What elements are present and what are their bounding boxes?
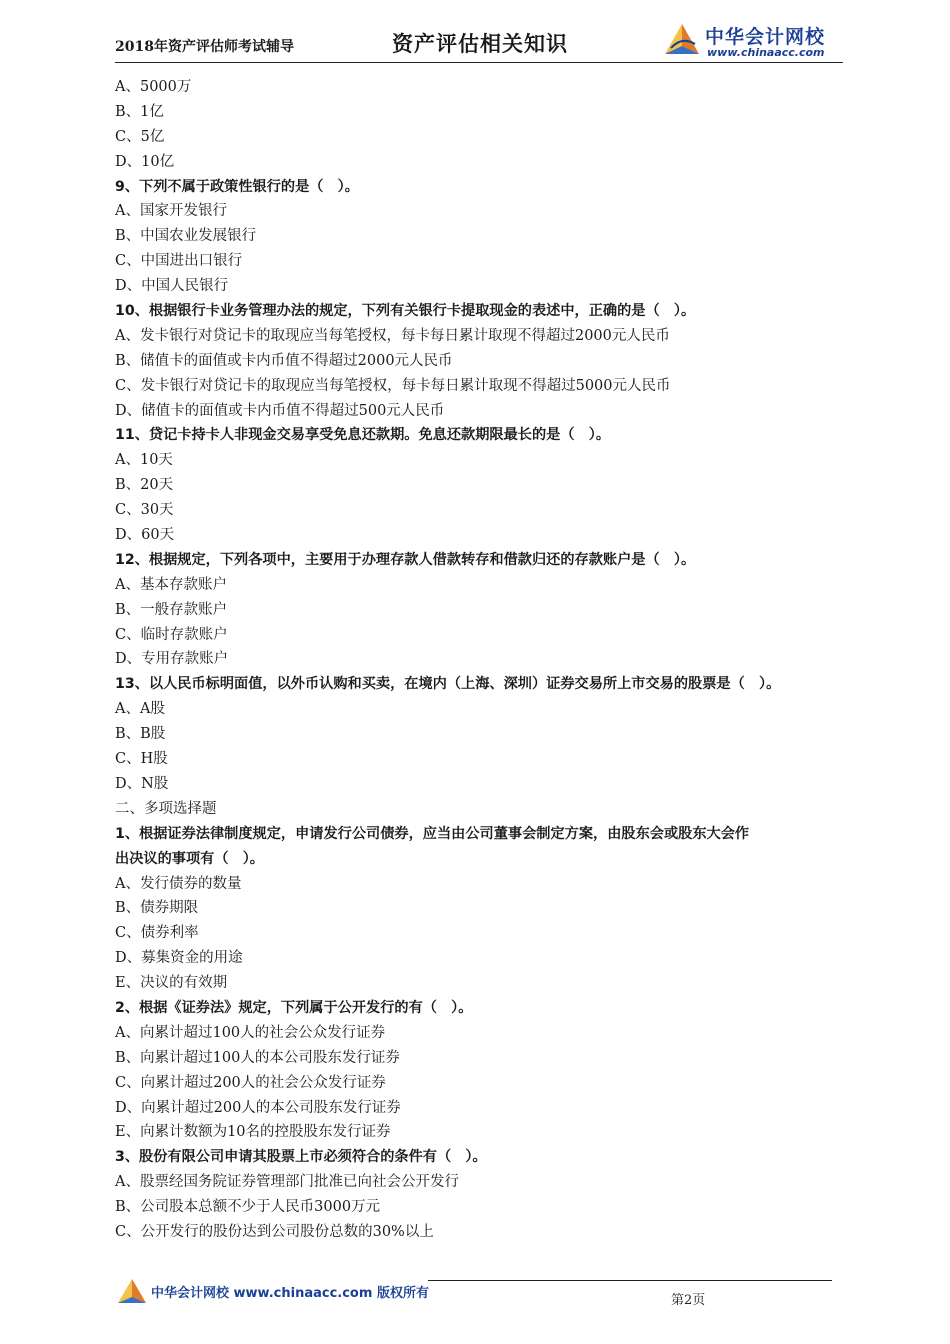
page-footer bbox=[115, 1268, 843, 1318]
option-text: D、专用存款账户 bbox=[115, 651, 229, 668]
option-text: D、中国人民银行 bbox=[115, 278, 229, 295]
option-text: C、H股 bbox=[115, 751, 168, 768]
logo-name: 中华会计网校 bbox=[705, 26, 826, 48]
footer-copyright: 中华会计网校 www.chinaacc.com 版权所有 bbox=[151, 1286, 429, 1301]
option-text: C、向累计超过200人的社会公众发行证券 bbox=[115, 1074, 386, 1091]
header-title: 资产评估相关知识 bbox=[392, 32, 568, 56]
option-text: C、中国进出口银行 bbox=[115, 253, 243, 270]
question-text: 9、下列不属于政策性银行的是（ ）。 bbox=[115, 178, 359, 195]
option-text: A、国家开发银行 bbox=[115, 203, 227, 220]
question-text: 出决议的事项有（ ）。 bbox=[115, 850, 264, 867]
option-text: D、60天 bbox=[115, 527, 175, 544]
option-text: A、向累计超过100人的社会公众发行证券 bbox=[115, 1024, 386, 1041]
option-text: C、发卡银行对贷记卡的取现应当每笔授权，每卡每日累计取现不得超过5000元人民币 bbox=[115, 377, 671, 394]
footer-logo-icon bbox=[117, 1278, 147, 1304]
option-text: B、20天 bbox=[115, 477, 174, 494]
option-text: D、储值卡的面值或卡内币值不得超过500元人民币 bbox=[115, 402, 445, 419]
footer-divider bbox=[428, 1280, 832, 1281]
option-text: C、临时存款账户 bbox=[115, 626, 228, 643]
option-text: C、5亿 bbox=[115, 128, 165, 145]
option-text: D、募集资金的用途 bbox=[115, 950, 243, 967]
option-text: A、A股 bbox=[115, 701, 165, 718]
option-text: D、10亿 bbox=[115, 153, 175, 170]
page-number: 第2页 bbox=[671, 1293, 706, 1308]
option-text: A、发卡银行对贷记卡的取现应当每笔授权，每卡每日累计取现不得超过2000元人民币 bbox=[115, 327, 670, 344]
question-text: 3、股份有限公司申请其股票上市必须符合的条件有（ ）。 bbox=[115, 1149, 487, 1166]
option-text: E、决议的有效期 bbox=[115, 975, 228, 992]
option-text: A、5000万 bbox=[115, 79, 192, 95]
option-text: D、N股 bbox=[115, 775, 169, 792]
option-text: B、中国农业发展银行 bbox=[115, 228, 257, 245]
option-text: A、基本存款账户 bbox=[115, 576, 227, 593]
page-header bbox=[115, 14, 843, 63]
question-text: 11、贷记卡持卡人非现金交易享受免息还款期。免息还款期限最长的是（ ）。 bbox=[115, 427, 611, 444]
option-text: B、B股 bbox=[115, 726, 166, 743]
option-text: A、发行债券的数量 bbox=[115, 875, 242, 892]
site-logo[interactable] bbox=[663, 20, 841, 60]
option-text: A、股票经国务院证券管理部门批准已向社会公开发行 bbox=[115, 1174, 459, 1191]
question-text: 10、根据银行卡业务管理办法的规定，下列有关银行卡提取现金的表述中，正确的是（ ）。 bbox=[115, 303, 696, 320]
question-text: 13、以人民币标明面值，以外币认购和买卖，在境内（上海、深圳）证券交易所上市交易的股票是（ ）。 bbox=[115, 676, 781, 693]
option-text: C、公开发行的股份达到公司股份总数的30%以上 bbox=[115, 1223, 434, 1240]
question-text: 12、根据规定，下列各项中，主要用于办理存款人借款转存和借款归还的存款账户是（ ）。 bbox=[115, 551, 696, 568]
option-text: B、公司股本总额不少于人民币3000万元 bbox=[115, 1199, 381, 1216]
option-text: C、30天 bbox=[115, 502, 174, 519]
logo-triangle-icon bbox=[663, 22, 701, 56]
option-text: B、储值卡的面值或卡内币值不得超过2000元人民币 bbox=[115, 352, 453, 369]
option-text: 二、多项选择题 bbox=[115, 800, 217, 817]
option-text: A、10天 bbox=[115, 452, 173, 469]
header-course-label: 2018年资产评估师考试辅导 bbox=[115, 39, 294, 55]
option-text: E、向累计数额为10名的控股股东发行证券 bbox=[115, 1124, 391, 1141]
logo-url[interactable]: www.chinaacc.com bbox=[707, 46, 825, 59]
question-text: 1、根据证券法律制度规定，申请发行公司债券，应当由公司董事会制定方案，由股东会或股东大会作 bbox=[115, 825, 750, 842]
option-text: B、向累计超过100人的本公司股东发行证券 bbox=[115, 1049, 400, 1066]
option-text: B、债券期限 bbox=[115, 900, 199, 917]
option-text: B、1亿 bbox=[115, 103, 164, 120]
exam-content bbox=[115, 75, 855, 1245]
option-text: D、向累计超过200人的本公司股东发行证券 bbox=[115, 1099, 401, 1116]
question-text: 2、根据《证券法》规定，下列属于公开发行的有（ ）。 bbox=[115, 999, 473, 1016]
option-text: C、债券利率 bbox=[115, 925, 199, 942]
option-text: B、一般存款账户 bbox=[115, 601, 228, 618]
